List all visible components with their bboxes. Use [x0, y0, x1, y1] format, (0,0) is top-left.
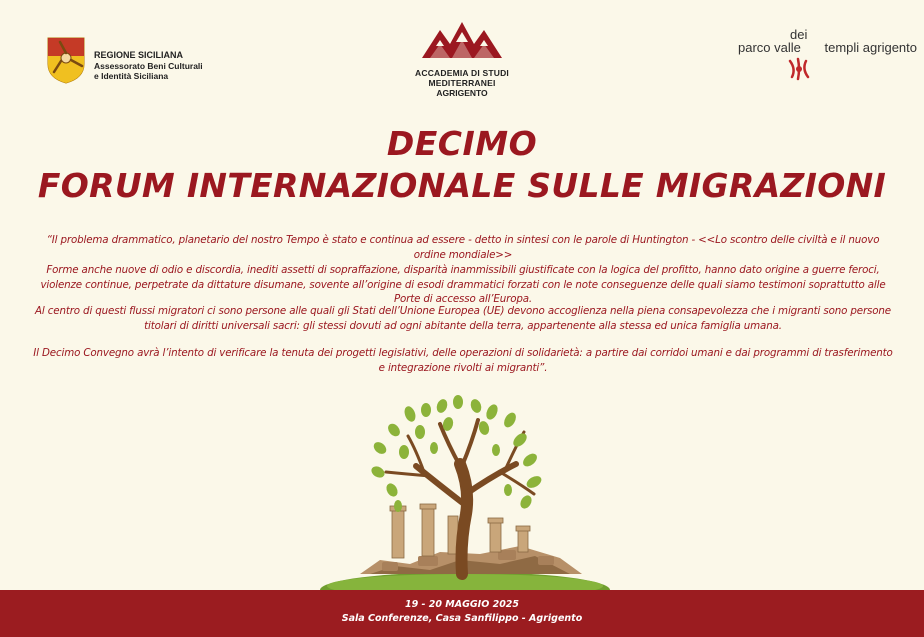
quote-paragraph-3: Al centro di questi flussi migratori ci sono persone alle quali gli Stati dell’Unione Europea (UE) devono accoglienza nella piena consapevolezza che i migranti sono persone titolari di diritti universali sacri: gli stessi dovuti ad ogni abitante della terra, appartenente alla stessa ed unica famiglia umana. — [35, 305, 891, 332]
center-logo-line2: AGRIGENTO — [436, 88, 488, 98]
quote-paragraph-1: “Il problema drammatico, planetario del nostro Tempo è stato e continua ad essere - detto in sintesi con le parole di Huntington - <<Lo scontro delle civiltà e il nuovo ordine mondiale>> — [46, 234, 880, 261]
accademia-logo — [392, 18, 532, 98]
tree-over-temple-ruins-illustration — [320, 394, 610, 592]
regione-siciliana-logo — [46, 36, 203, 84]
academy-mountains-logo — [420, 18, 504, 60]
trinacria-shield-icon — [46, 36, 86, 84]
event-dates: 19 - 20 MAGGIO 2025 — [404, 599, 520, 610]
left-logo-line1: REGIONE SICILIANA — [94, 50, 184, 60]
quote-paragraph-2: Forme anche nuove di odio e discordia, inediti assetti di sopraffazione, disparità inammissibili giustificate con la logica del profitto, hanno dato origine a guerre feroci, violenze continue, perpetrate da dittature disumane, sovente all’origine di esodi drammatici forzati con le note conseguenze delle quali siamo testimoni soprattutto alle Porte di accesso all’Europa. — [40, 264, 886, 305]
center-logo-line1: ACCADEMIA DI STUDI MEDITERRANEI — [415, 68, 509, 88]
title-forum: FORUM INTERNAZIONALE SULLE MIGRAZIONI — [37, 166, 887, 205]
title-decimo: DECIMO — [386, 124, 538, 163]
event-venue: Sala Conferenze, Casa Sanfilippo - Agrigento — [341, 613, 583, 624]
right-logo-suffix: templi agrigento — [824, 40, 917, 55]
parco-valle-templi-logo — [738, 27, 917, 55]
right-logo-prefix: parco valle — [738, 40, 801, 55]
footer-banner — [0, 590, 924, 637]
right-logo-dei: dei — [790, 27, 808, 42]
parco-valle-templi-mark — [786, 57, 812, 81]
quote-paragraph-4: Il Decimo Convegno avrà l’intento di verificare la tenuta dei progetti legislativi, delle operazioni di solidarietà: a partire dai corridoi umani e dai programmi di trasferimento e integrazione rivolti ai migranti”. — [33, 347, 893, 374]
left-logo-line2: Assessorato Beni Culturali — [94, 60, 203, 71]
left-logo-line3: e Identità Siciliana — [94, 71, 169, 81]
